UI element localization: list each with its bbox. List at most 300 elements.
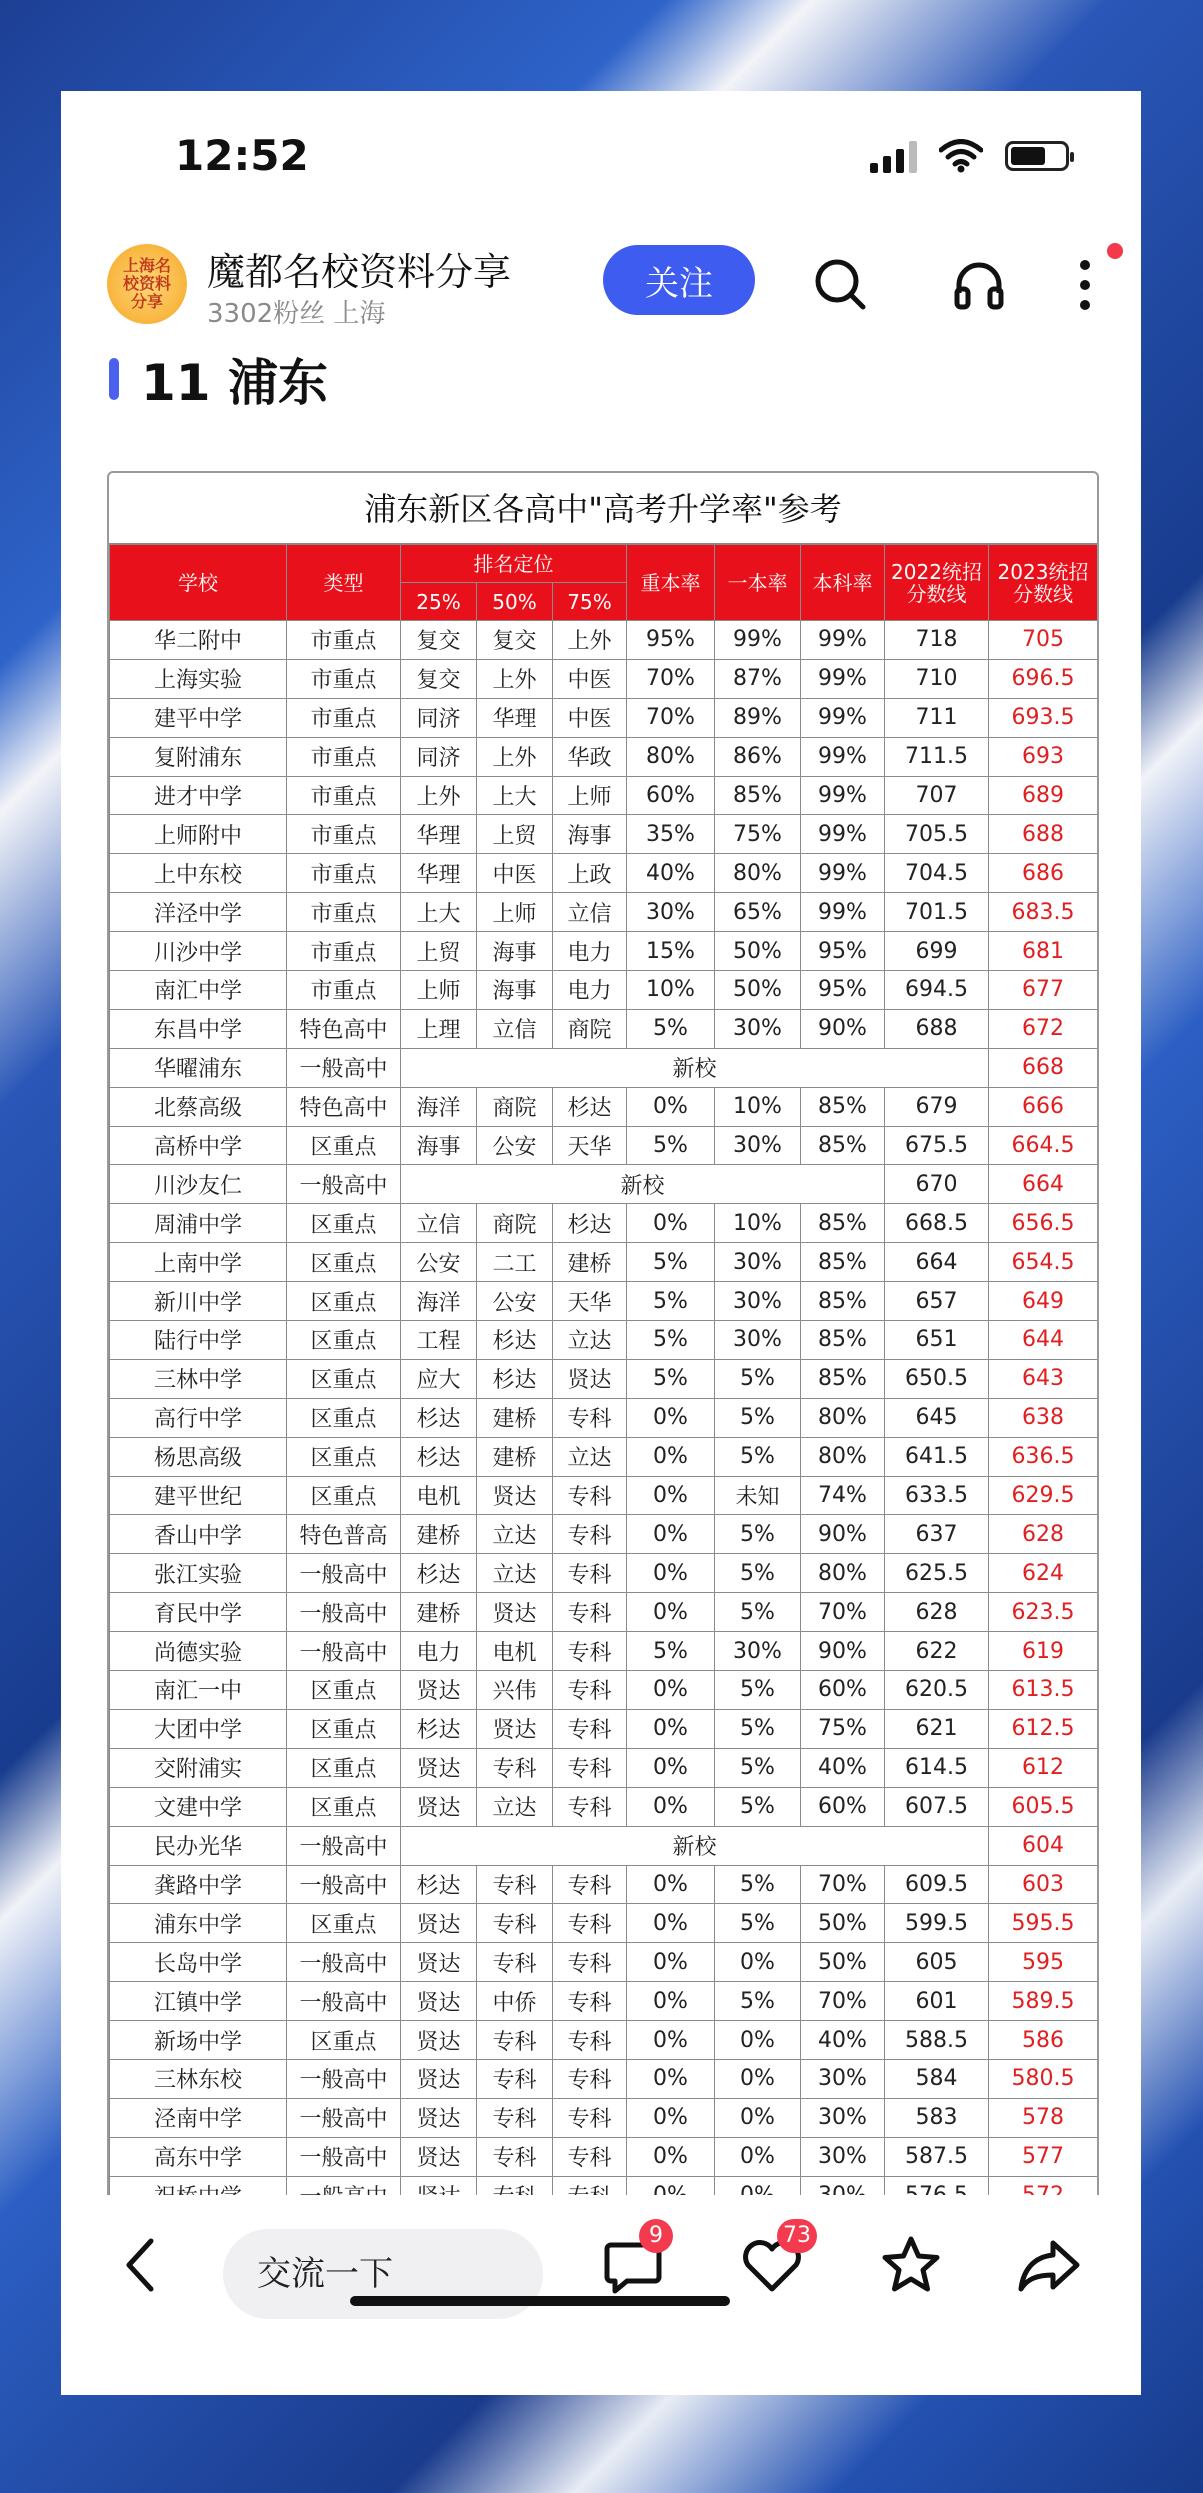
table-cell: 95% [627,621,715,660]
table-cell: 杉达 [401,1865,477,1904]
table-cell: 立达 [477,1554,553,1593]
table-cell: 高东中学 [110,2137,287,2176]
table-cell: 0% [627,2098,715,2137]
table-cell: 30% [715,1282,801,1321]
table-cell: 香山中学 [110,1515,287,1554]
table-cell: 贤达 [553,1359,627,1398]
table-row [110,2059,1098,2098]
table-row [110,1243,1098,1282]
table-cell: 5% [715,1398,801,1437]
table-cell: 立达 [477,1787,553,1826]
table-cell: 60% [627,776,715,815]
table-cell: 80% [715,854,801,893]
post-card [61,91,1141,2395]
table-cell: 10% [627,971,715,1010]
table-cell: 杉达 [401,1554,477,1593]
table-cell: 进才中学 [110,776,287,815]
table-cell: 577 [989,2137,1098,2176]
table-cell: 85% [801,1126,885,1165]
table-cell: 陆行中学 [110,1321,287,1360]
table-cell: 80% [801,1398,885,1437]
table-cell: 10% [715,1204,801,1243]
table-row [110,1282,1098,1321]
table-cell: 长岛中学 [110,1943,287,1982]
table-cell: 中医 [553,698,627,737]
table-cell: 664 [885,1243,989,1282]
table-cell: 专科 [553,1593,627,1632]
table-cell: 99% [801,737,885,776]
table-cell: 5% [715,1515,801,1554]
table-cell: 贤达 [477,1709,553,1748]
table-row [110,1709,1098,1748]
table-cell: 607.5 [885,1787,989,1826]
table-cell: 605.5 [989,1787,1098,1826]
table-row [110,1826,1098,1865]
new-school-cell: 新校 [401,1826,989,1865]
table-cell: 杉达 [477,1321,553,1360]
search-icon[interactable] [811,255,871,315]
table-cell: 泾南中学 [110,2098,287,2137]
table-cell: 华二附中 [110,621,287,660]
table-cell: 杉达 [477,1359,553,1398]
table-cell: 0% [715,2137,801,2176]
table-cell: 609.5 [885,1865,989,1904]
share-icon [1017,2233,1081,2297]
table-cell: 668 [989,1048,1098,1087]
table-cell: 海洋 [401,1087,477,1126]
table-row [110,1048,1098,1087]
table-cell: 区重点 [287,1748,401,1787]
table-cell: 贤达 [401,1904,477,1943]
table-cell: 0% [627,2137,715,2176]
table-cell: 99% [801,815,885,854]
table-cell: 0% [627,1865,715,1904]
table-cell: 99% [801,776,885,815]
table-cell: 99% [801,854,885,893]
table-row [110,1865,1098,1904]
table-cell: 同济 [401,737,477,776]
table-cell: 龚路中学 [110,1865,287,1904]
table-cell: 578 [989,2098,1098,2137]
table-cell: 上师 [477,893,553,932]
table-cell: 645 [885,1398,989,1437]
table-cell: 交附浦实 [110,1748,287,1787]
table-cell: 5% [715,1709,801,1748]
table-cell: 628 [885,1593,989,1632]
table-cell: 应大 [401,1359,477,1398]
table-cell: 复交 [477,621,553,660]
share-button[interactable] [1017,2233,1087,2303]
table-cell: 50% [801,1904,885,1943]
table-cell: 625.5 [885,1554,989,1593]
table-cell: 一般高中 [287,1554,401,1593]
table-cell: 贤达 [401,1943,477,1982]
table-cell: 专科 [553,2059,627,2098]
table-cell: 622 [885,1632,989,1671]
table-cell: 贤达 [401,2021,477,2060]
table-cell: 特色高中 [287,1009,401,1048]
home-indicator [350,2296,730,2306]
table-row [110,1787,1098,1826]
table-cell: 5% [627,1243,715,1282]
table-cell: 区重点 [287,1476,401,1515]
table-cell: 专科 [553,1982,627,2021]
avatar[interactable]: 上海名校资料分享 [107,244,187,324]
table-cell: 三林东校 [110,2059,287,2098]
table-cell: 0% [627,2059,715,2098]
table-cell: 589.5 [989,1982,1098,2021]
table-cell: 583 [885,2098,989,2137]
table-cell: 99% [801,621,885,660]
table-cell: 5% [715,1787,801,1826]
table-cell: 0% [627,1671,715,1710]
table-cell: 区重点 [287,1398,401,1437]
table-row [110,815,1098,854]
table-cell: 628 [989,1515,1098,1554]
table-cell: 654.5 [989,1243,1098,1282]
wifi-icon [939,139,983,173]
table-cell: 市重点 [287,698,401,737]
table-row [110,1009,1098,1048]
header-bachelor-rate: 本科率 [801,545,885,621]
table-cell: 贤达 [401,1982,477,2021]
table-cell: 杉达 [401,1398,477,1437]
table-cell: 上大 [477,776,553,815]
table-cell: 新场中学 [110,2021,287,2060]
account-name[interactable]: 魔都名校资料分享 [207,250,512,294]
table-cell: 杉达 [553,1087,627,1126]
table-cell: 商院 [477,1204,553,1243]
score-sheet-image[interactable] [107,471,1099,2235]
table-cell: 5% [627,1632,715,1671]
table-cell: 580.5 [989,2059,1098,2098]
table-cell: 专科 [553,1865,627,1904]
table-cell: 672 [989,1009,1098,1048]
table-cell: 未知 [715,1476,801,1515]
table-cell: 85% [801,1321,885,1360]
table-cell: 70% [801,1593,885,1632]
table-cell: 电机 [401,1476,477,1515]
table-cell: 5% [715,1904,801,1943]
table-cell: 0% [715,2059,801,2098]
table-cell: 5% [715,1865,801,1904]
table-cell: 677 [989,971,1098,1010]
table-cell: 85% [715,776,801,815]
table-cell: 70% [801,1865,885,1904]
table-row [110,1748,1098,1787]
post-header [107,241,1107,341]
table-cell: 市重点 [287,737,401,776]
table-cell: 专科 [477,2098,553,2137]
table-cell: 0% [627,1087,715,1126]
table-cell: 5% [627,1321,715,1360]
table-cell: 一般高中 [287,1943,401,1982]
table-cell: 区重点 [287,1243,401,1282]
table-cell: 专科 [477,1904,553,1943]
table-cell: 上外 [477,659,553,698]
table-cell: 海事 [477,971,553,1010]
table-cell: 一般高中 [287,1632,401,1671]
table-cell: 90% [801,1632,885,1671]
table-cell: 民办光华 [110,1826,287,1865]
table-cell: 电力 [401,1632,477,1671]
table-cell: 区重点 [287,1787,401,1826]
table-cell: 专科 [553,1476,627,1515]
table-cell: 30% [801,2098,885,2137]
table-cell: 北蔡高级 [110,1087,287,1126]
table-cell: 一般高中 [287,1982,401,2021]
table-cell: 上师 [553,776,627,815]
table-cell: 一般高中 [287,2059,401,2098]
table-cell: 705.5 [885,815,989,854]
table-cell: 95% [801,971,885,1010]
table-cell: 上政 [553,854,627,893]
sheet-title: 浦东新区各高中"高考升学率"参考 [109,473,1097,544]
header-cut-2023: 2023统招 分数线 [989,545,1098,621]
score-table [109,544,1098,2216]
table-cell: 一般高中 [287,1826,401,1865]
table-cell: 5% [715,1671,801,1710]
account-meta: 3302粉丝 上海 [207,299,386,329]
table-cell: 601 [885,1982,989,2021]
table-cell: 0% [627,1398,715,1437]
table-cell: 上理 [401,1009,477,1048]
table-cell: 620.5 [885,1671,989,1710]
table-cell: 特色普高 [287,1515,401,1554]
table-cell: 619 [989,1632,1098,1671]
table-cell: 85% [801,1087,885,1126]
table-cell: 区重点 [287,1359,401,1398]
table-cell: 建桥 [401,1515,477,1554]
table-cell: 0% [627,1943,715,1982]
table-cell: 666 [989,1087,1098,1126]
table-cell: 688 [885,1009,989,1048]
table-cell: 60% [801,1671,885,1710]
table-cell: 621 [885,1709,989,1748]
table-cell: 0% [627,1593,715,1632]
table-cell: 90% [801,1515,885,1554]
comment-button[interactable] [601,2223,671,2303]
table-cell: 688 [989,815,1098,854]
header-rank-75: 75% [553,583,627,621]
table-cell: 洋泾中学 [110,893,287,932]
table-cell: 65% [715,893,801,932]
table-cell: 建平世纪 [110,1476,287,1515]
table-cell: 99% [801,698,885,737]
table-cell: 612.5 [989,1709,1098,1748]
table-row [110,2137,1098,2176]
table-row [110,1398,1098,1437]
table-row [110,1515,1098,1554]
table-cell: 623.5 [989,1593,1098,1632]
table-cell: 上外 [553,621,627,660]
table-cell: 75% [801,1709,885,1748]
table-cell: 复交 [401,659,477,698]
table-cell: 657 [885,1282,989,1321]
table-cell: 5% [627,1359,715,1398]
table-cell: 贤达 [401,2059,477,2098]
table-cell: 90% [801,1009,885,1048]
table-cell: 0% [627,1204,715,1243]
table-row [110,1437,1098,1476]
table-cell: 上师 [401,971,477,1010]
table-cell: 710 [885,659,989,698]
table-cell: 636.5 [989,1437,1098,1476]
back-button[interactable] [113,2235,173,2295]
table-cell: 商院 [477,1087,553,1126]
table-cell: 高行中学 [110,1398,287,1437]
table-cell: 5% [715,1359,801,1398]
table-cell: 华政 [553,737,627,776]
table-cell: 专科 [553,1632,627,1671]
table-cell: 0% [627,1437,715,1476]
table-row [110,776,1098,815]
table-cell: 705 [989,621,1098,660]
table-cell: 5% [627,1282,715,1321]
header-type: 类型 [287,545,401,621]
table-cell: 立信 [553,893,627,932]
table-row [110,1476,1098,1515]
table-cell: 专科 [553,1671,627,1710]
table-cell: 专科 [477,2059,553,2098]
table-cell: 0% [715,2021,801,2060]
table-cell: 0% [627,1515,715,1554]
table-cell: 683.5 [989,893,1098,932]
table-cell: 区重点 [287,1321,401,1360]
table-cell: 二工 [477,1243,553,1282]
table-cell: 复附浦东 [110,737,287,776]
table-cell: 专科 [553,1787,627,1826]
table-cell: 一般高中 [287,2098,401,2137]
table-cell: 三林中学 [110,1359,287,1398]
table-cell: 641.5 [885,1437,989,1476]
header-key-rate: 重本率 [627,545,715,621]
table-cell: 区重点 [287,2021,401,2060]
table-cell: 周浦中学 [110,1204,287,1243]
table-cell: 杉达 [553,1204,627,1243]
table-cell: 浦东中学 [110,1904,287,1943]
table-row [110,1359,1098,1398]
table-cell: 60% [801,1787,885,1826]
table-cell: 建桥 [477,1437,553,1476]
more-options-icon[interactable] [1055,255,1115,315]
table-cell: 599.5 [885,1904,989,1943]
table-cell: 一般高中 [287,1165,401,1204]
like-count-badge: 73 [777,2219,817,2253]
table-cell: 育民中学 [110,1593,287,1632]
table-cell: 区重点 [287,1126,401,1165]
table-cell: 杨思高级 [110,1437,287,1476]
table-cell: 587.5 [885,2137,989,2176]
table-cell: 612 [989,1748,1098,1787]
table-cell: 专科 [553,1904,627,1943]
table-cell: 30% [715,1632,801,1671]
table-cell: 专科 [477,1748,553,1787]
table-cell: 复交 [401,621,477,660]
table-cell: 649 [989,1282,1098,1321]
table-cell: 杉达 [401,1709,477,1748]
table-cell: 5% [715,1593,801,1632]
table-cell: 兴伟 [477,1671,553,1710]
table-row [110,893,1098,932]
table-cell: 10% [715,1087,801,1126]
table-cell: 30% [627,893,715,932]
table-cell: 专科 [553,1748,627,1787]
table-cell: 华理 [401,815,477,854]
table-cell: 699 [885,932,989,971]
table-cell: 立信 [401,1204,477,1243]
header-cut-2022: 2022统招 分数线 [885,545,989,621]
table-cell: 0% [715,2098,801,2137]
table-cell: 613.5 [989,1671,1098,1710]
table-cell: 605 [885,1943,989,1982]
table-cell: 0% [627,1982,715,2021]
table-row [110,1554,1098,1593]
table-row [110,698,1098,737]
table-cell: 30% [715,1126,801,1165]
table-cell: 95% [801,932,885,971]
table-cell: 664 [989,1165,1098,1204]
header-rank-group: 排名定位 [401,545,627,583]
table-cell: 杉达 [401,1437,477,1476]
table-cell: 江镇中学 [110,1982,287,2021]
table-cell: 650.5 [885,1359,989,1398]
table-cell: 644 [989,1321,1098,1360]
table-cell: 584 [885,2059,989,2098]
comment-input[interactable]: 交流一下 [223,2229,543,2319]
table-cell: 专科 [553,1515,627,1554]
table-cell: 专科 [477,1865,553,1904]
bottom-action-bar [61,2195,1141,2395]
table-cell: 638 [989,1398,1098,1437]
table-cell: 70% [801,1982,885,2021]
table-cell: 15% [627,932,715,971]
new-school-cell: 新校 [401,1048,989,1087]
table-cell: 694.5 [885,971,989,1010]
table-cell: 电力 [553,932,627,971]
table-cell: 公安 [401,1243,477,1282]
table-cell: 85% [801,1243,885,1282]
table-cell: 市重点 [287,971,401,1010]
new-school-cell: 新校 [401,1165,885,1204]
table-row [110,1671,1098,1710]
headphones-icon[interactable] [949,255,1009,315]
table-cell: 0% [627,1476,715,1515]
table-cell: 704.5 [885,854,989,893]
table-cell: 市重点 [287,854,401,893]
table-cell: 718 [885,621,989,660]
section-accent-bar [109,358,119,400]
table-cell: 656.5 [989,1204,1098,1243]
table-cell: 电力 [553,971,627,1010]
like-button[interactable] [739,2223,811,2303]
table-cell: 5% [715,1748,801,1787]
follow-button[interactable]: 关注 [603,245,755,315]
status-icons [870,139,1069,173]
table-cell: 0% [627,1904,715,1943]
table-cell: 693 [989,737,1098,776]
table-cell: 东昌中学 [110,1009,287,1048]
favorite-button[interactable] [879,2233,949,2303]
table-cell: 专科 [553,2137,627,2176]
table-cell: 670 [885,1165,989,1204]
table-cell: 0% [627,1554,715,1593]
table-row [110,621,1098,660]
table-cell: 文建中学 [110,1787,287,1826]
table-cell: 40% [801,2021,885,2060]
table-cell: 上中东校 [110,854,287,893]
table-cell: 711.5 [885,737,989,776]
